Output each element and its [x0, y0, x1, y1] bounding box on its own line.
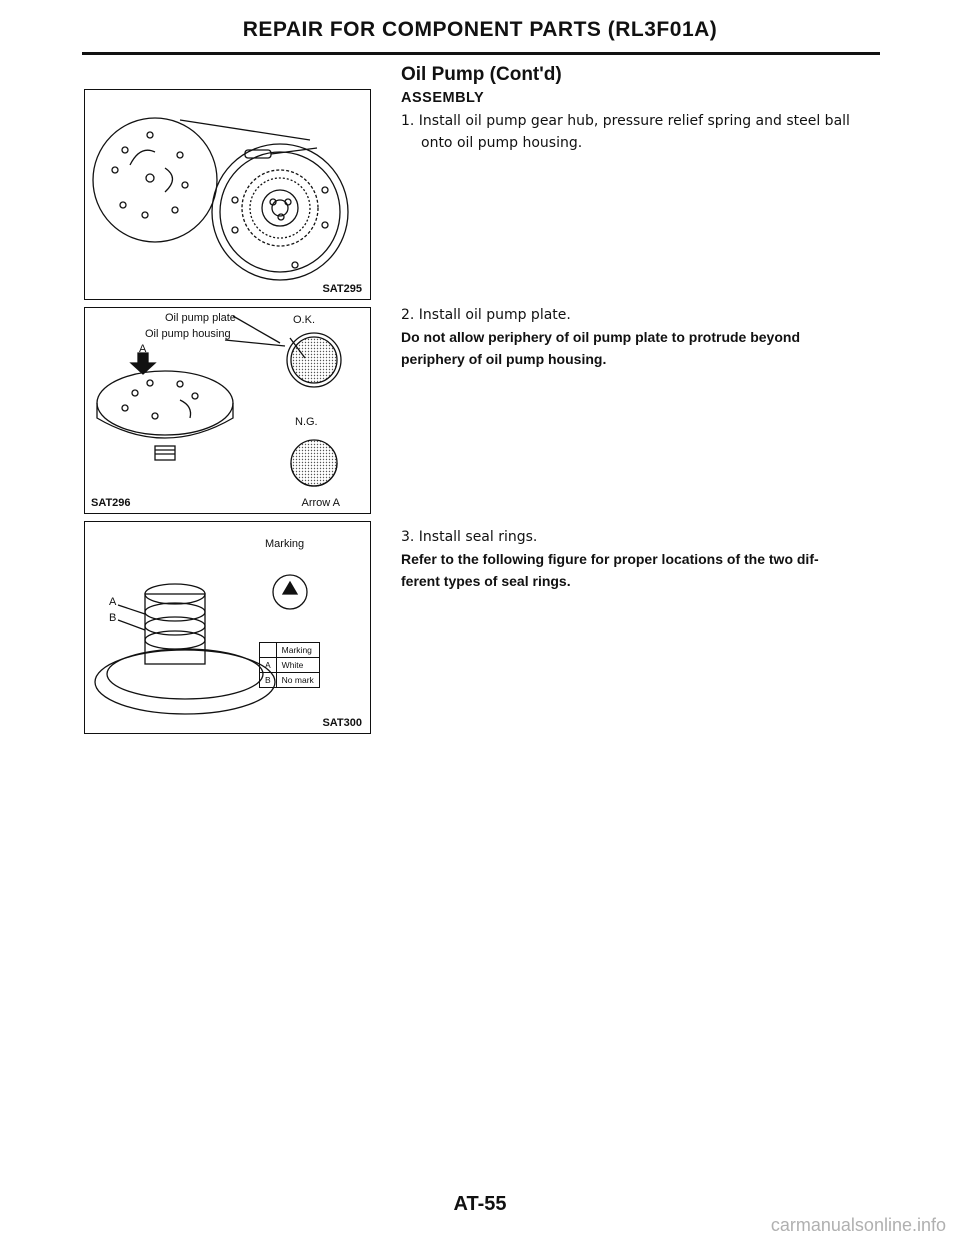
note-3-line-1: Refer to the following figure for proper locations of the two dif- — [401, 551, 819, 567]
note-2-line-1: Do not allow periphery of oil pump plate to protrude beyond — [401, 329, 800, 345]
label-marking: Marking — [265, 538, 305, 550]
label-ok: O.K. — [293, 314, 316, 326]
label-oil-pump-housing: Oil pump housing — [145, 328, 231, 340]
section-subtitle: ASSEMBLY — [401, 90, 485, 106]
label-b: B — [109, 612, 117, 624]
figure-code: SAT300 — [322, 717, 362, 729]
section-1 — [401, 64, 885, 154]
page-header: REPAIR FOR COMPONENT PARTS (RL3F01A) — [242, 18, 718, 41]
table-row — [260, 658, 320, 673]
table-header-cell: Marking — [276, 643, 319, 658]
step-1-line-2: onto oil pump housing. — [421, 135, 583, 151]
oil-pump-exploded-illustration — [85, 90, 371, 300]
step-3: 3. Install seal rings. — [401, 529, 538, 545]
table-row — [260, 643, 320, 658]
figure-code: SAT296 — [91, 497, 131, 509]
table-key-cell: A — [260, 658, 277, 673]
page-number: AT-55 — [453, 1193, 507, 1215]
label-a: A — [139, 343, 147, 355]
section-2 — [401, 304, 885, 370]
table-value-cell: No mark — [276, 673, 319, 688]
step-2: 2. Install oil pump plate. — [401, 307, 571, 323]
section-3 — [401, 526, 885, 592]
watermark: carmanualsonline.info — [770, 1215, 946, 1235]
label-oil-pump-plate: Oil pump plate — [165, 312, 236, 324]
seal-ring-marking-table — [259, 642, 320, 688]
table-row — [260, 673, 320, 688]
figure-sat300 — [84, 521, 371, 734]
header-rule — [82, 52, 880, 55]
label-a: A — [109, 596, 117, 608]
figure-sat296 — [84, 307, 371, 514]
table-key-cell: B — [260, 673, 277, 688]
figure-code: SAT295 — [322, 283, 362, 295]
table-corner-cell — [260, 643, 277, 658]
figure-sat295 — [84, 89, 371, 300]
step-1-line-1: 1. Install oil pump gear hub, pressure relief spring and steel ball — [401, 113, 850, 129]
label-arrow-a: Arrow A — [301, 497, 340, 509]
note-3-line-2: ferent types of seal rings. — [401, 573, 571, 589]
seal-ring-locations-illustration — [85, 522, 371, 734]
step-1 — [401, 110, 885, 154]
note-2-line-2: periphery of oil pump housing. — [401, 351, 607, 367]
label-ng: N.G. — [295, 416, 318, 428]
table-value-cell: White — [276, 658, 319, 673]
section-title: Oil Pump (Cont'd) — [401, 64, 562, 85]
